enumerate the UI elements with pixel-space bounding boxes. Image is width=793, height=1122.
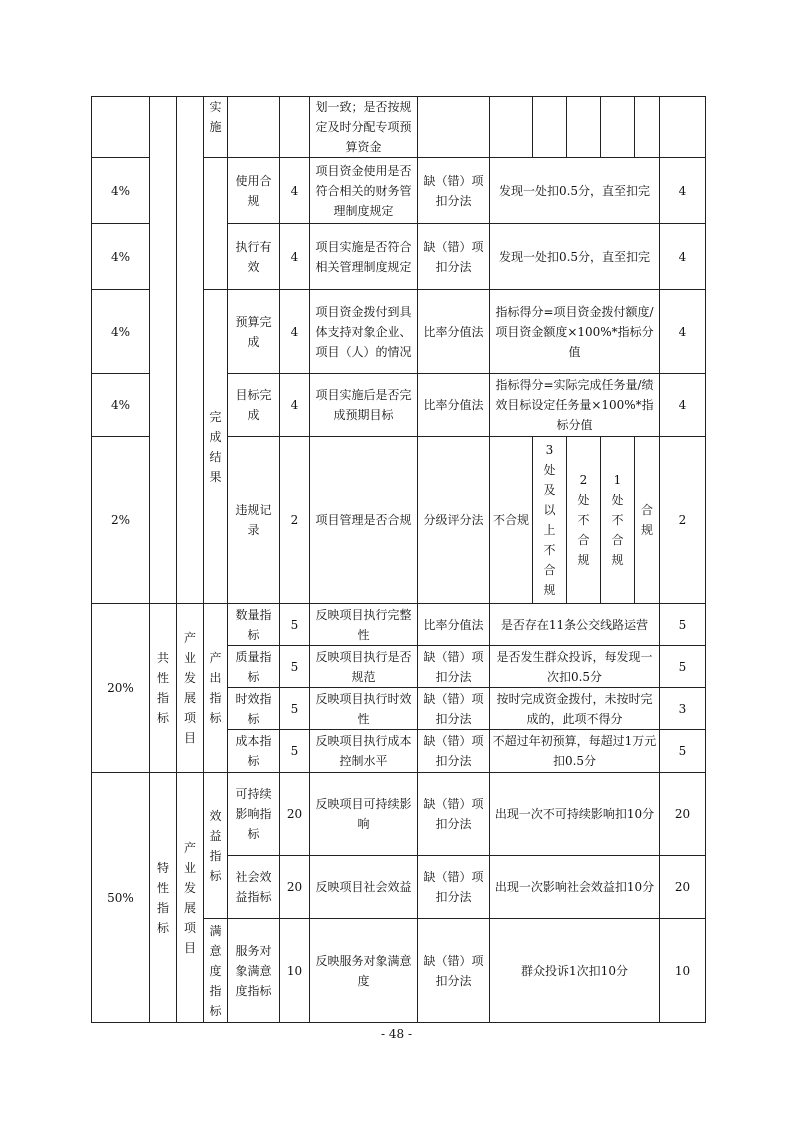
evaluation-table: [91, 96, 706, 1023]
description-cell: 划一致；是否按规定及时分配专项预算资金: [310, 97, 418, 158]
description-cell: 项目资金拨付到具体支持对象企业、项目（人）的情况: [310, 290, 418, 374]
score-cell: 5: [280, 688, 310, 730]
grade-cell: 2处不合规: [567, 437, 601, 604]
description-cell: 项目实施后是否完成预期目标: [310, 374, 418, 437]
description-cell: 反映服务对象满意度: [310, 919, 418, 1023]
method-cell: 缺（错）项扣分法: [418, 919, 490, 1023]
criteria-cell: 指标得分=项目资金拨付额度/项目资金额度×100%*指标分值: [490, 290, 660, 374]
method-cell: 比率分值法: [418, 604, 490, 646]
score-cell: 20: [280, 773, 310, 856]
weight-cell: 50%: [92, 773, 150, 1023]
final-score-cell: 2: [660, 437, 706, 604]
criteria-cell: 发现一处扣0.5分，直至扣完: [490, 224, 660, 290]
page-number: - 48 -: [380, 1027, 412, 1041]
grade-cell: 1处不合规: [601, 437, 635, 604]
description-cell: 反映项目执行成本控制水平: [310, 730, 418, 773]
method-cell: [418, 97, 490, 158]
score-cell: 4: [280, 224, 310, 290]
description-cell: 反映项目执行完整性: [310, 604, 418, 646]
description-cell: 反映项目执行是否规范: [310, 646, 418, 688]
criteria-cell: 是否发生群众投诉，每发现一次扣0.5分: [490, 646, 660, 688]
method-cell: 缺（错）项扣分法: [418, 856, 490, 919]
category-cell: [150, 97, 177, 604]
subcategory-cell: 效益指标: [204, 773, 228, 919]
criteria-cell: [490, 97, 533, 158]
subcategory-cell: 完成结果: [204, 290, 228, 604]
final-score-cell: 3: [660, 688, 706, 730]
category2-cell: 产业发展项目: [177, 773, 204, 1023]
method-cell: 比率分值法: [418, 374, 490, 437]
grade-cell: 不合规: [490, 437, 533, 604]
final-score-cell: 4: [660, 224, 706, 290]
weight-cell: 2%: [92, 437, 150, 604]
method-cell: 缺（错）项扣分法: [418, 224, 490, 290]
weight-cell: 4%: [92, 224, 150, 290]
criteria-cell: 按时完成资金拨付，未按时完成的，此项不得分: [490, 688, 660, 730]
weight-cell: 4%: [92, 374, 150, 437]
score-cell: 5: [280, 604, 310, 646]
indicator-name-cell: 成本指标: [228, 730, 280, 773]
description-cell: 反映项目社会效益: [310, 856, 418, 919]
category-cell: 共性指标: [150, 604, 177, 773]
final-score-cell: 4: [660, 374, 706, 437]
description-cell: 项目资金使用是否符合相关的财务管理制度规定: [310, 158, 418, 224]
score-cell: 10: [280, 919, 310, 1023]
subcategory-cell: 产出指标: [204, 604, 228, 773]
subcategory-cell: 满意度指标: [204, 919, 228, 1023]
table-row: [92, 773, 706, 856]
category2-cell: [177, 97, 204, 604]
criteria-cell: 是否存在11条公交线路运营: [490, 604, 660, 646]
method-cell: 缺（错）项扣分法: [418, 646, 490, 688]
method-cell: 缺（错）项扣分法: [418, 730, 490, 773]
score-cell: 4: [280, 290, 310, 374]
indicator-name-cell: 目标完成: [228, 374, 280, 437]
method-cell: 缺（错）项扣分法: [418, 773, 490, 856]
score-cell: 20: [280, 856, 310, 919]
method-cell: 缺（错）项扣分法: [418, 158, 490, 224]
weight-cell: 20%: [92, 604, 150, 773]
table-row: [92, 97, 706, 158]
method-cell: 分级评分法: [418, 437, 490, 604]
criteria-cell: 出现一次不可持续影响扣10分: [490, 773, 660, 856]
final-score-cell: 5: [660, 730, 706, 773]
method-cell: 缺（错）项扣分法: [418, 688, 490, 730]
score-cell: 4: [280, 374, 310, 437]
criteria-cell: 群众投诉1次扣10分: [490, 919, 660, 1023]
description-cell: 项目管理是否合规: [310, 437, 418, 604]
indicator-name-cell: 使用合规: [228, 158, 280, 224]
final-score-cell: [660, 97, 706, 158]
final-score-cell: 20: [660, 773, 706, 856]
category-cell: 特性指标: [150, 773, 177, 1023]
final-score-cell: 10: [660, 919, 706, 1023]
table-row: [92, 604, 706, 646]
final-score-cell: 20: [660, 856, 706, 919]
subcategory-cell: 实施: [204, 97, 228, 158]
score-cell: 5: [280, 730, 310, 773]
indicator-name-cell: 违规记录: [228, 437, 280, 604]
subcategory-cell: [204, 158, 228, 290]
indicator-name-cell: 预算完成: [228, 290, 280, 374]
grade-cell: 3处及以上不合规: [533, 437, 567, 604]
weight-cell: 4%: [92, 158, 150, 224]
score-cell: [280, 97, 310, 158]
weight-cell: 4%: [92, 290, 150, 374]
criteria-cell: 出现一次影响社会效益扣10分: [490, 856, 660, 919]
score-cell: 2: [280, 437, 310, 604]
indicator-name-cell: [228, 97, 280, 158]
description-cell: 项目实施是否符合相关管理制度规定: [310, 224, 418, 290]
score-cell: 5: [280, 646, 310, 688]
indicator-name-cell: 质量指标: [228, 646, 280, 688]
weight-cell: [92, 97, 150, 158]
criteria-cell: 指标得分=实际完成任务量/绩效目标设定任务量×100%*指标分值: [490, 374, 660, 437]
final-score-cell: 4: [660, 290, 706, 374]
description-cell: 反映项目执行时效性: [310, 688, 418, 730]
final-score-cell: 5: [660, 646, 706, 688]
indicator-name-cell: 服务对象满意度指标: [228, 919, 280, 1023]
grade-cell: 合规: [635, 437, 660, 604]
indicator-name-cell: 执行有效: [228, 224, 280, 290]
criteria-cell: 发现一处扣0.5分，直至扣完: [490, 158, 660, 224]
final-score-cell: 5: [660, 604, 706, 646]
score-cell: 4: [280, 158, 310, 224]
criteria-cell: 不超过年初预算，每超过1万元扣0.5分: [490, 730, 660, 773]
indicator-name-cell: 社会效益指标: [228, 856, 280, 919]
indicator-name-cell: 时效指标: [228, 688, 280, 730]
indicator-name-cell: 数量指标: [228, 604, 280, 646]
method-cell: 比率分值法: [418, 290, 490, 374]
description-cell: 反映项目可持续影响: [310, 773, 418, 856]
category2-cell: 产业发展项目: [177, 604, 204, 773]
indicator-name-cell: 可持续影响指标: [228, 773, 280, 856]
final-score-cell: 4: [660, 158, 706, 224]
